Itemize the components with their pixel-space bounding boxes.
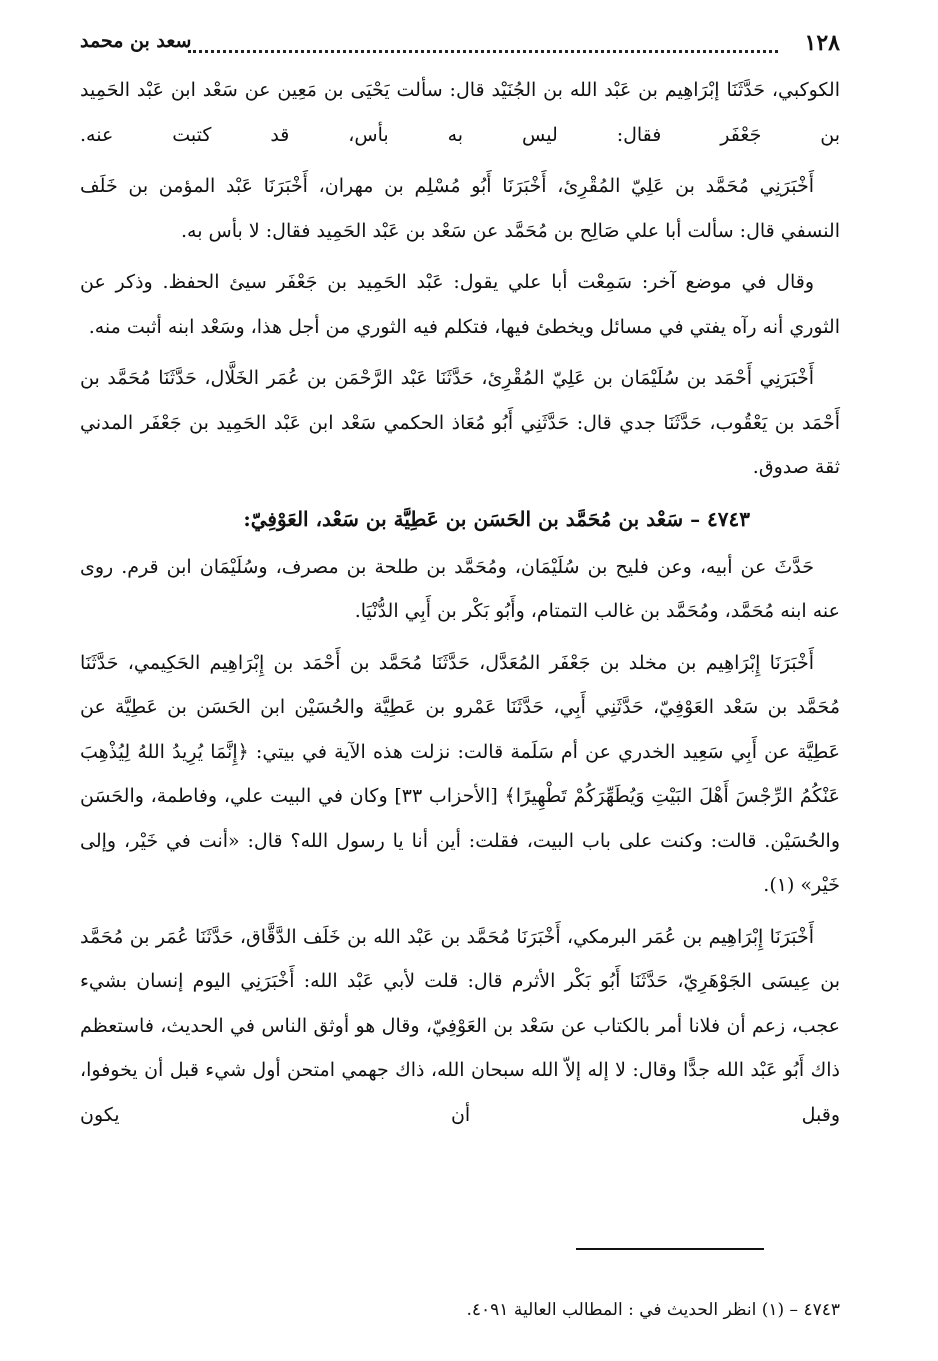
footnote-separator: [576, 1248, 764, 1250]
paragraph-1: الكوكبي، حَدَّثَنَا إبْرَاهِيم بن عَبْد الله بن الجُنَيْد قال: سألت يَحْيَى بن مَعِين عن سَعْد ابن عَبْد الحَمِيد بن جَعْفَر فقال: ليس به بأس، قد كتبت عنه.: [80, 79, 840, 146]
footnote: ٤٧٤٣ – (١) انظر الحديث في : المطالب العالية ٤٠٩١.: [466, 1300, 840, 1320]
paragraph-7: أَخْبَرَنَا إِبْرَاهِيم بن عُمَر البرمكي، أَخْبَرَنَا مُحَمَّد بن عَبْد الله بن خَلَف الدَّقَّاق، حَدَّثَنَا عُمَر بن مُحَمَّد بن عِيسَى الجَوْهَرِيّ، حَدَّثَنَا أَبُو بَكْر الأثرم قال: قلت لأبي عَبْد الله: أَخْبَرَنِي اليوم إنسان بشيء عجب، زعم أن فلانا أمر بالكتاب عن سَعْد بن العَوْفِيّ، وقال هو أوثق الناس في الحديث، فاستعظم ذاك أَبُو عَبْد الله جدًّا وقال: لا إله إلاّ الله سبحان الله، ذاك جهمي امتحن أول شيء قبل أن يخوفوا، وقبل أن يكون: [80, 925, 840, 1126]
paragraph-3: وقال في موضع آخر: سَمِعْت أبا علي يقول: عَبْد الحَمِيد بن جَعْفَر سيئ الحفظ. وذكر عن الثوري أنه رآه يفتي في مسائل ويخطئ فيها، فتكلم فيه الثوري من أجل هذا، وسَعْد ابنه أثبت منه.: [80, 271, 840, 338]
main-text: [80, 68, 840, 1144]
paragraph-4: أَخْبَرَنِي أَحْمَد بن سُلَيْمَان بن عَلِيّ المُقْرِئ، حَدَّثَنَا عَبْد الرَّحْمَن بن عُمَر الخَلَّال، حَدَّثَنَا مُحَمَّد بن أَحْمَد بن يَعْقُوب، حَدَّثَنَا جدي قال: حَدَّثَنِي أَبُو مُعَاذ الحكمي سَعْد ابن عَبْد الحَمِيد بن جَعْفَر المدني ثقة صدوق.: [80, 367, 840, 478]
page-header: [80, 30, 840, 64]
paragraph-6: أَخْبَرَنَا إِبْرَاهِيم بن مخلد بن جَعْفَر المُعَدَّل، حَدَّثَنَا مُحَمَّد بن أَحْمَد بن إِبْرَاهِيم الحَكِيمي، حَدَّثَنَا مُحَمَّد بن سَعْد العَوْفِيّ، حَدَّثَنِي أَبِي، حَدَّثَنَا عَمْرو بن عَطِيَّة والحُسَيْن ابن الحَسَن بن عَطِيَّة عن عَطِيَّة عن أَبِي سَعِيد الخدري عن أم سَلَمة قالت: نزلت هذه الآية في بيتي: ﴿إِنَّمَا يُرِيدُ اللهُ لِيُذْهِبَ عَنْكُمُ الرِّجْسَ أَهْلَ البَيْتِ وَيُطَهِّرَكُمْ تَطْهِيرًا﴾ [الأحزاب ٣٣] وكان في البيت علي، وفاطمة، والحَسَن والحُسَيْن. قالت: وكنت على باب البيت، فقلت: أين أنا يا رسول الله؟ قال: «أنت في خَيْر، وإلى خَيْر» (١).: [80, 651, 840, 896]
paragraph-2: أَخْبَرَنِي مُحَمَّد بن عَلِيّ المُقْرِئ، أَخْبَرَنَا أَبُو مُسْلِم بن مهران، أَخْبَرَنَا عَبْد المؤمن بن خَلَف النسفي قال: سألت أبا علي صَالِح بن مُحَمَّد عن سَعْد بن عَبْد الحَمِيد فقال: لا بأس به.: [80, 175, 840, 242]
entry-heading: ٤٧٤٣ – سَعْد بن مُحَمَّد بن الحَسَن بن عَطِيَّة بن سَعْد، العَوْفِيّ:: [243, 506, 750, 531]
header-dotted-leader: [188, 50, 778, 53]
running-title: سعد بن محمد: [80, 30, 192, 52]
paragraph-5: حَدَّثَ عن أبيه، وعن فليح بن سُلَيْمَان، ومُحَمَّد بن طلحة بن مصرف، وسُلَيْمَان ابن قرم. روى عنه ابنه مُحَمَّد، ومُحَمَّد بن غالب التمتام، وأَبُو بَكْر بن أَبِي الدُّنْيَا.: [80, 555, 840, 622]
page-number: ١٢٨: [804, 30, 840, 56]
